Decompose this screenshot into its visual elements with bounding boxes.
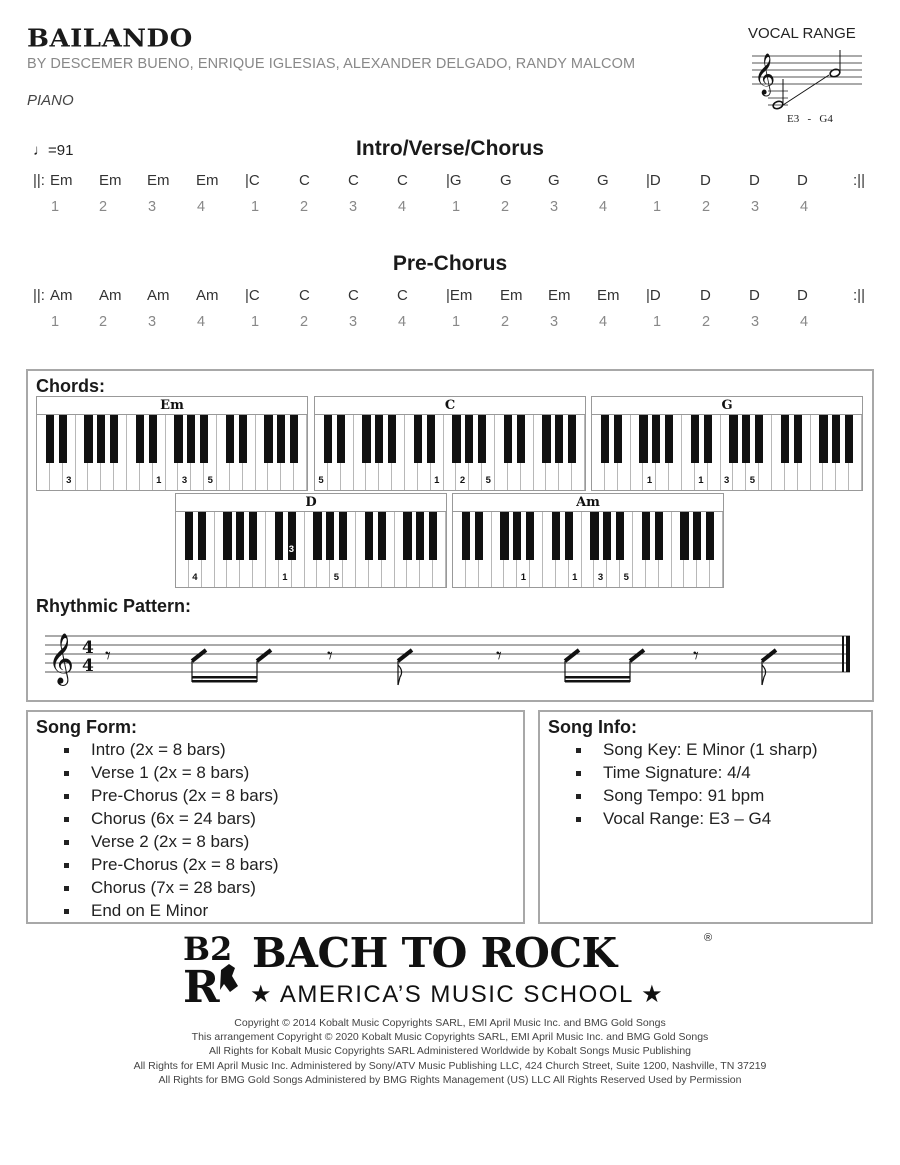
section-title-intro-verse-chorus: Intro/Verse/Chorus	[356, 137, 544, 160]
list-item: Pre-Chorus (2x = 8 bars)	[28, 784, 523, 807]
piano-keyboard	[453, 512, 723, 587]
black-key	[478, 415, 486, 463]
vocal-range-high: G4	[819, 113, 833, 125]
list-item: Vocal Range: E3 – G4	[540, 807, 871, 830]
black-key	[324, 415, 332, 463]
chord-diagram-name: Am	[453, 494, 723, 512]
rhythm-heading: Rhythmic Pattern:	[36, 596, 192, 616]
brand-name: BACH TO ROCK	[252, 929, 617, 977]
chord-symbol: C	[348, 172, 359, 189]
chord-diagram-name: D	[176, 494, 446, 512]
chord-symbol: |Em	[446, 287, 473, 304]
list-item: Chorus (7x = 28 bars)	[28, 876, 523, 899]
list-item: Time Signature: 4/4	[540, 761, 871, 784]
list-item: Verse 2 (2x = 8 bars)	[28, 830, 523, 853]
chord-symbol: D	[700, 172, 711, 189]
chord-symbol: Em	[99, 172, 122, 189]
black-key	[337, 415, 345, 463]
slash-notehead-icon	[192, 650, 206, 661]
finger-number: 2	[459, 475, 466, 486]
tempo-marking: ♩=91	[33, 142, 74, 159]
black-key	[555, 415, 563, 463]
black-key	[110, 415, 118, 463]
song-form-panel	[26, 710, 525, 924]
chord-symbol: C	[299, 172, 310, 189]
black-key	[275, 512, 283, 560]
black-key	[601, 415, 609, 463]
chord-symbol: C	[348, 287, 359, 304]
chord-symbol: |D	[646, 172, 661, 189]
beat-count: 2	[702, 314, 711, 330]
chord-symbol: C	[397, 287, 408, 304]
black-key	[639, 415, 647, 463]
black-key	[185, 512, 193, 560]
black-key	[198, 512, 206, 560]
beat-count: 3	[148, 314, 157, 330]
slash-notehead-icon	[630, 650, 644, 661]
black-key	[526, 512, 534, 560]
eighth-rest-icon: 𝄾	[693, 644, 699, 669]
vocal-range-low: E3	[787, 113, 800, 125]
chord-symbol: |C	[245, 172, 260, 189]
black-key	[46, 415, 54, 463]
finger-number: 3	[181, 475, 188, 486]
black-key	[517, 415, 525, 463]
beat-count: 1	[653, 314, 662, 330]
eighth-rest-icon: 𝄾	[327, 644, 333, 669]
chord-diagram-name: C	[315, 397, 585, 415]
black-key	[200, 415, 208, 463]
black-key	[691, 415, 699, 463]
vocal-range-label: VOCAL RANGE	[748, 25, 856, 42]
chord-diagram-am	[452, 493, 724, 588]
black-key	[414, 415, 422, 463]
beat-count: 4	[398, 199, 407, 215]
beat-count: 1	[452, 314, 461, 330]
chord-symbol: Em	[548, 287, 571, 304]
black-key	[462, 512, 470, 560]
beat-count: 3	[349, 199, 358, 215]
list-item: Intro (2x = 8 bars)	[28, 738, 523, 761]
chord-symbol: Em	[50, 172, 73, 189]
chord-symbol: C	[299, 287, 310, 304]
black-key	[504, 415, 512, 463]
copyright-line: All Rights for Kobalt Music Copyrights SARL Administered Worldwide by Kobalt Songs Music Publishing	[208, 1045, 692, 1058]
composer-credits: BY DESCEMER BUENO, ENRIQUE IGLESIAS, ALEXANDER DELGADO, RANDY MALCOM	[27, 56, 636, 72]
song-info-panel	[538, 710, 873, 924]
black-key	[365, 512, 373, 560]
black-key	[832, 415, 840, 463]
sixteenth-beam	[565, 676, 630, 679]
black-key	[590, 512, 598, 560]
song-form-heading: Song Form:	[36, 717, 137, 737]
chords-heading: Chords:	[36, 376, 105, 396]
finger-number: 5	[623, 572, 629, 583]
beat-count: 2	[99, 199, 108, 215]
chord-symbol: D	[797, 172, 808, 189]
chord-diagram-c	[314, 396, 586, 491]
sixteenth-beam	[565, 680, 630, 683]
chord-diagram-g	[591, 396, 863, 491]
copyright-notice	[0, 1016, 900, 1087]
black-key	[603, 512, 611, 560]
beat-count: 4	[800, 199, 809, 215]
svg-text:4: 4	[82, 656, 94, 676]
black-key	[742, 415, 750, 463]
black-key	[264, 415, 272, 463]
finger-number: 3	[288, 544, 294, 555]
black-key	[475, 512, 483, 560]
black-key	[339, 512, 347, 560]
slash-notehead-icon	[565, 650, 579, 661]
black-key	[236, 512, 244, 560]
instrument-label: PIANO	[27, 92, 74, 109]
chord-symbol: |C	[245, 287, 260, 304]
svg-text:B2: B2	[183, 930, 233, 968]
black-key	[500, 512, 508, 560]
finger-number: 3	[724, 475, 730, 486]
beat-count: 3	[550, 199, 559, 215]
chord-symbol: G	[597, 172, 609, 189]
chord-symbol: |D	[646, 287, 661, 304]
song-info-list	[540, 738, 871, 830]
beat-count: 2	[99, 314, 108, 330]
finger-number: 5	[318, 475, 324, 486]
sixteenth-beam	[192, 676, 257, 679]
vocal-range-notes	[787, 113, 833, 125]
black-key	[616, 512, 624, 560]
finger-number: 3	[66, 475, 72, 486]
beat-count: 4	[599, 314, 608, 330]
black-key	[226, 415, 234, 463]
beat-count: 3	[751, 314, 760, 330]
black-key	[755, 415, 763, 463]
section-title-pre-chorus: Pre-Chorus	[392, 252, 508, 275]
copyright-line: This arrangement Copyright © 2020 Kobalt Music Copyrights SARL, EMI April Music Inc. and BMG Gold Songs	[191, 1031, 709, 1044]
beat-count: 3	[148, 199, 157, 215]
beat-count: 1	[251, 199, 260, 215]
black-key	[465, 415, 473, 463]
song-info-heading: Song Info:	[548, 717, 637, 737]
black-key	[693, 512, 701, 560]
b2r-logo-mark-icon	[183, 930, 245, 1006]
beat-count: 4	[800, 314, 809, 330]
black-key	[239, 415, 247, 463]
list-item: Song Key: E Minor (1 sharp)	[540, 738, 871, 761]
copyright-line: All Rights for BMG Gold Songs Administered by BMG Rights Management (US) LLC All Rights Reserved Used by Permission	[158, 1073, 742, 1086]
beat-count: 1	[452, 199, 461, 215]
sixteenth-beam	[192, 680, 257, 683]
black-key	[542, 415, 550, 463]
eighth-rest-icon: 𝄾	[105, 644, 111, 669]
beat-row-intro-verse-chorus	[0, 199, 900, 219]
finger-number: 1	[434, 475, 440, 486]
chord-symbol: Em	[597, 287, 620, 304]
list-item: Verse 1 (2x = 8 bars)	[28, 761, 523, 784]
finger-number: 3	[597, 572, 604, 583]
black-key	[403, 512, 411, 560]
beat-count: 1	[51, 199, 60, 215]
chord-diagram-name: G	[592, 397, 862, 415]
black-key	[706, 512, 714, 560]
chord-symbol: Em	[147, 172, 170, 189]
black-key	[845, 415, 853, 463]
black-key	[452, 415, 460, 463]
black-key	[375, 415, 383, 463]
black-key	[568, 415, 576, 463]
black-key	[84, 415, 92, 463]
finger-number: 1	[572, 572, 578, 583]
slash-notehead-icon	[398, 650, 412, 661]
registered-mark: ®	[704, 932, 713, 944]
finger-number: 1	[156, 475, 162, 486]
black-key	[59, 415, 67, 463]
black-key	[416, 512, 424, 560]
svg-text:R: R	[183, 962, 220, 1006]
chord-diagram-d	[175, 493, 447, 588]
end-repeat-sign: :||	[853, 172, 865, 189]
black-key	[277, 415, 285, 463]
beat-count: 1	[251, 314, 260, 330]
finger-number: 5	[485, 475, 491, 486]
chord-symbol: G	[500, 172, 512, 189]
copyright-line: Copyright © 2014 Kobalt Music Copyrights SARL, EMI April Music Inc. and BMG Gold Songs	[234, 1017, 666, 1029]
vocal-range-sep: -	[807, 113, 812, 125]
black-key	[313, 512, 321, 560]
beat-count: 4	[599, 199, 608, 215]
beat-count: 4	[197, 199, 206, 215]
black-key	[819, 415, 827, 463]
black-key	[655, 512, 663, 560]
black-key	[665, 415, 673, 463]
finger-number: 4	[192, 572, 198, 583]
finger-number: 5	[333, 572, 339, 583]
chord-symbol: Am	[196, 287, 219, 304]
black-key	[223, 512, 231, 560]
chord-symbol: D	[749, 287, 760, 304]
end-repeat-sign: :||	[853, 287, 865, 304]
black-key	[326, 512, 334, 560]
copyright-line: All Rights for EMI April Music Inc. Administered by Sony/ATV Music Publishing LLC, 424 Church Street, Suite 1200, Nashville, TN 37219	[133, 1059, 767, 1072]
black-key	[249, 512, 257, 560]
finger-number: 1	[282, 572, 288, 583]
list-item: End on E Minor	[28, 899, 523, 922]
finger-number: 1	[520, 572, 526, 583]
black-key	[187, 415, 195, 463]
treble-clef-icon: 𝄞	[48, 633, 75, 684]
chord-symbol: D	[749, 172, 760, 189]
chord-symbol: Am	[50, 287, 73, 304]
black-key	[429, 512, 437, 560]
piano-keyboard	[592, 415, 862, 490]
finger-number: 1	[698, 475, 704, 486]
chord-symbol: G	[548, 172, 560, 189]
song-form-list	[28, 738, 523, 922]
chord-diagram-em	[36, 396, 308, 491]
black-key	[729, 415, 737, 463]
black-key	[362, 415, 370, 463]
song-title: BAILANDO	[27, 24, 193, 54]
list-item: Chorus (6x = 24 bars)	[28, 807, 523, 830]
black-key	[427, 415, 435, 463]
brand-tagline: ★ AMERICA’S MUSIC SCHOOL ★	[250, 981, 665, 1008]
piano-keyboard	[315, 415, 585, 490]
beat-count: 2	[501, 199, 510, 215]
beat-count: 2	[300, 199, 309, 215]
chord-symbol: Em	[500, 287, 523, 304]
beat-count: 2	[300, 314, 309, 330]
chord-diagram-name: Em	[37, 397, 307, 415]
chord-symbol: Am	[99, 287, 122, 304]
beat-count: 1	[653, 199, 662, 215]
vocal-range-staff-icon	[752, 44, 867, 114]
finger-number: 1	[646, 475, 653, 486]
black-key	[794, 415, 802, 463]
beat-count: 2	[702, 199, 711, 215]
beat-count: 1	[51, 314, 60, 330]
black-key	[704, 415, 712, 463]
beat-row-pre-chorus	[0, 314, 900, 334]
black-key	[378, 512, 386, 560]
svg-text:𝄞: 𝄞	[754, 54, 776, 95]
black-key	[642, 512, 650, 560]
beat-count: 4	[197, 314, 206, 330]
black-key	[680, 512, 688, 560]
chord-symbol: Em	[196, 172, 219, 189]
black-key	[174, 415, 182, 463]
start-repeat-sign: ||:	[33, 287, 45, 304]
start-repeat-sign: ||:	[33, 172, 45, 189]
black-key	[97, 415, 105, 463]
slash-notehead-icon	[257, 650, 271, 661]
black-key	[565, 512, 573, 560]
piano-keyboard	[37, 415, 307, 490]
black-key	[513, 512, 521, 560]
list-item: Pre-Chorus (2x = 8 bars)	[28, 853, 523, 876]
beat-count: 3	[751, 199, 760, 215]
eighth-rest-icon: 𝄾	[496, 644, 502, 669]
rhythmic-pattern-staff	[45, 625, 860, 700]
slash-notehead-icon	[762, 650, 776, 661]
chord-symbol: |G	[446, 172, 462, 189]
black-key	[652, 415, 660, 463]
black-key	[149, 415, 157, 463]
beat-count: 3	[349, 314, 358, 330]
beat-count: 4	[398, 314, 407, 330]
svg-text:4: 4	[82, 638, 94, 658]
chord-symbol: D	[797, 287, 808, 304]
black-key	[388, 415, 396, 463]
black-key	[781, 415, 789, 463]
beat-count: 2	[501, 314, 510, 330]
finger-number: 5	[749, 475, 755, 486]
chord-row-pre-chorus	[0, 287, 900, 307]
black-key	[552, 512, 560, 560]
piano-keyboard	[176, 512, 446, 587]
chord-symbol: C	[397, 172, 408, 189]
list-item: Song Tempo: 91 bpm	[540, 784, 871, 807]
chord-row-intro-verse-chorus	[0, 172, 900, 192]
black-key	[614, 415, 622, 463]
chord-symbol: D	[700, 287, 711, 304]
finger-number: 5	[207, 475, 213, 486]
black-key	[290, 415, 298, 463]
black-key	[136, 415, 144, 463]
beat-count: 3	[550, 314, 559, 330]
chord-symbol: Am	[147, 287, 170, 304]
